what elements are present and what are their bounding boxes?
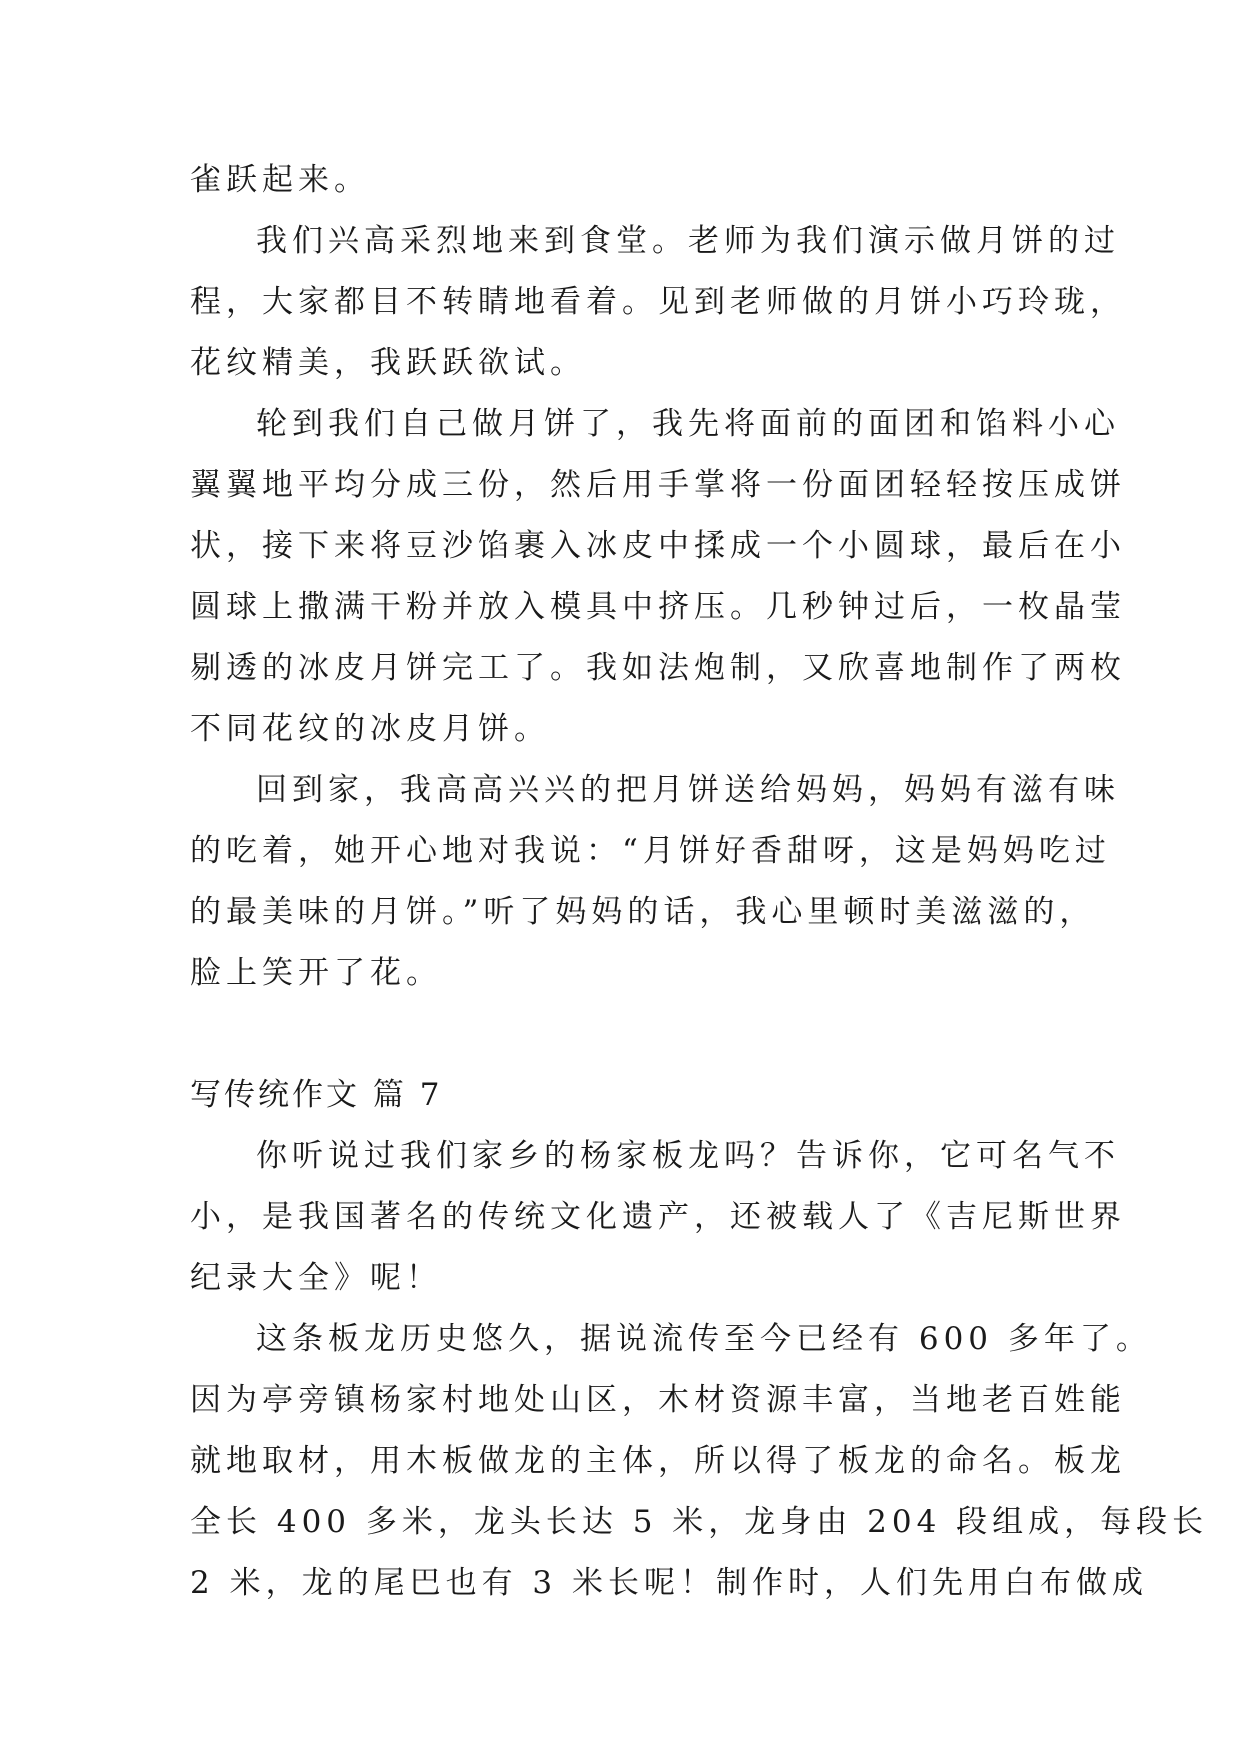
text-line: 雀跃起来。 [190,162,370,198]
paragraph-first-line: 回到家，我高高兴兴的把月饼送给妈妈，妈妈有滋有味 [256,772,1120,808]
text-line: 剔透的冰皮月饼完工了。我如法炮制，又欣喜地制作了两枚 [190,650,1126,686]
paragraph-first-line: 你听说过我们家乡的杨家板龙吗？告诉你，它可名气不 [256,1138,1120,1174]
section-spacer [190,1004,1080,1065]
text-line: 脸上笑开了花。 [190,955,442,991]
text-line: 程，大家都目不转睛地看着。见到老师做的月饼小巧玲珑， [190,284,1126,320]
text-line: 状，接下来将豆沙馅裹入冰皮中揉成一个小圆球，最后在小 [190,528,1126,564]
text-line: 的最美味的月饼。”听了妈妈的话，我心里顿时美滋滋的， [190,894,1096,930]
text-line: 小，是我国著名的传统文化遗产，还被载人了《吉尼斯世界 [190,1199,1126,1235]
document-body [190,150,1209,1614]
text-line: 花纹精美，我跃跃欲试。 [190,345,586,381]
text-line: 翼翼地平均分成三份，然后用手掌将一份面团轻轻按压成饼 [190,467,1126,503]
text-line: 全长 400 多米，龙头长达 5 米，龙身由 204 段组成，每段长 [190,1504,1209,1540]
paragraph-first-line: 这条板龙历史悠久，据说流传至今已经有 600 多年了。 [256,1321,1152,1357]
text-line: 不同花纹的冰皮月饼。 [190,711,550,747]
paragraph-first-line: 我们兴高采烈地来到食堂。老师为我们演示做月饼的过 [256,223,1120,259]
text-line: 的吃着，她开心地对我说：“月饼好香甜呀，这是妈妈吃过 [190,833,1111,869]
section-heading: 写传统作文 篇 7 [190,1077,443,1113]
text-line: 就地取材，用木板做龙的主体，所以得了板龙的命名。板龙 [190,1443,1126,1479]
text-line: 纪录大全》呢！ [190,1260,442,1296]
text-line: 2 米，龙的尾巴也有 3 米长呢！制作时，人们先用白布做成 [190,1565,1149,1601]
paragraph-first-line: 轮到我们自己做月饼了，我先将面前的面团和馅料小心 [256,406,1120,442]
text-line: 圆球上撒满干粉并放入模具中挤压。几秒钟过后，一枚晶莹 [190,589,1126,625]
text-line: 因为亭旁镇杨家村地处山区，木材资源丰富，当地老百姓能 [190,1382,1126,1418]
